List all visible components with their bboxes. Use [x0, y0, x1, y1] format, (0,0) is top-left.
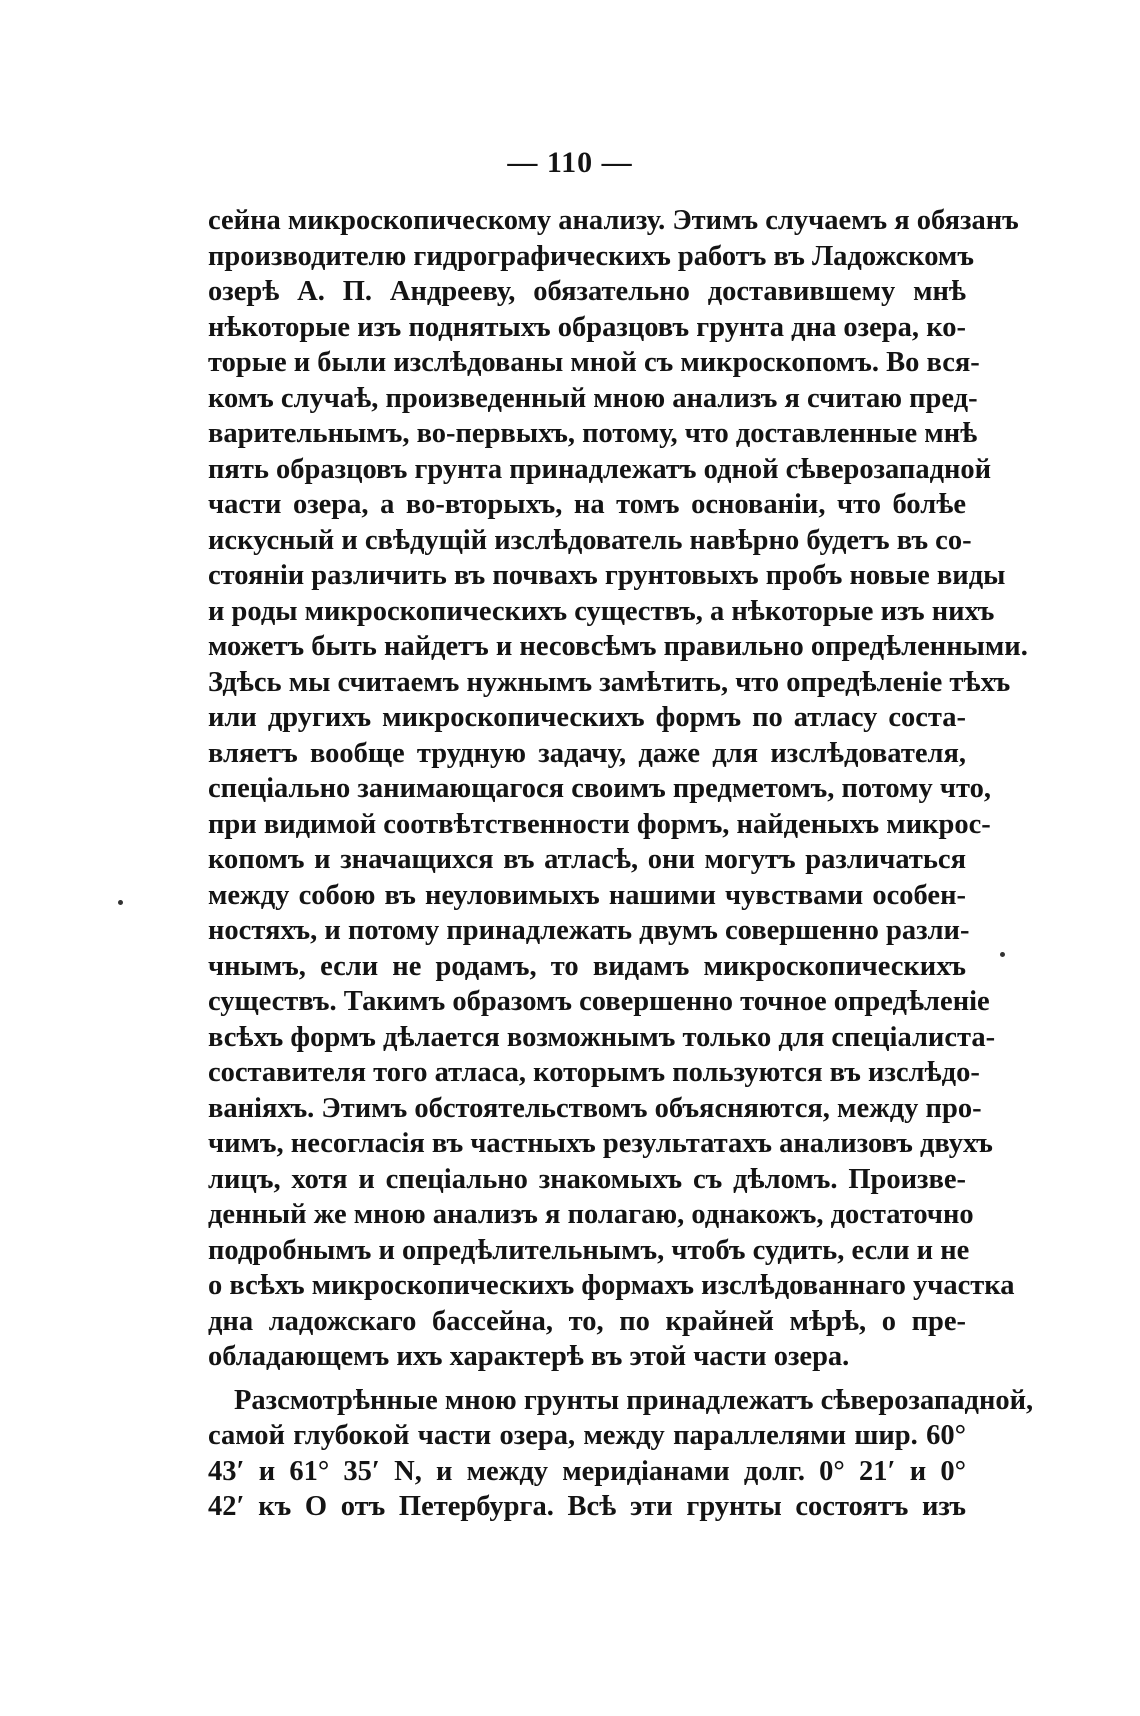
text-line: части озера, а во-вторыхъ, на томъ основаніи, что болѣе [208, 489, 966, 520]
text-line: всѣхъ формъ дѣлается возможнымъ только для спеціалиста- [208, 1021, 996, 1053]
text-line: между собою въ неуловимыхъ нашими чувствами особен- [208, 879, 966, 911]
paragraph-2 [208, 1383, 1034, 1525]
text-line: или другихъ микроскопическихъ формъ по атласу соста- [208, 702, 966, 733]
text-line: искусный и свѣдущій изслѣдователь навѣрно будетъ въ со- [208, 524, 972, 556]
text-line: составителя того атласа, которымъ пользуются въ изслѣдо- [208, 1057, 980, 1088]
text-line: можетъ быть найдетъ и несовсѣмъ правильно опредѣленными. [208, 631, 1028, 662]
text-line: комъ случаѣ, произведенный мною анализъ я считаю пред- [208, 382, 978, 414]
text-line: спеціально занимающагося своимъ предметомъ, потому что, [208, 773, 991, 804]
text-line: дна ладожскаго бассейна, то, по крайней мѣрѣ, о пре- [208, 1305, 966, 1337]
text-line: подробнымъ и опредѣлительнымъ, чтобъ судить, если и не [208, 1234, 970, 1266]
stray-ink-mark [118, 900, 123, 905]
text-line: 43′ и 61° 35′ N, и между меридіанами долг. 0° 21′ и 0° [208, 1455, 966, 1487]
text-line: чнымъ, если не родамъ, то видамъ микроскопическихъ [208, 950, 966, 982]
text-line: существъ. Такимъ образомъ совершенно точное опредѣленіе [208, 986, 990, 1017]
text-line: ностяхъ, и потому принадлежать двумъ совершенно разли- [208, 915, 970, 946]
text-line: самой глубокой части озера, между параллелями шир. 60° [208, 1420, 966, 1451]
text-line: и роды микроскопическихъ существъ, а нѣкоторые изъ нихъ [208, 595, 995, 627]
text-line: сейна микроскопическому анализу. Этимъ случаемъ я обязанъ [208, 205, 1019, 236]
text-line: варительнымъ, во-первыхъ, потому, что доставленные мнѣ [208, 418, 978, 449]
text-line: обладающемъ ихъ характерѣ въ этой части озера. [208, 1341, 850, 1372]
text-line: денный же мною анализъ я полагаю, однакожъ, достаточно [208, 1199, 974, 1230]
text-line: 42′ къ О отъ Петербурга. Всѣ эти грунты состоятъ изъ [208, 1491, 966, 1522]
paragraph-gap [208, 1375, 966, 1383]
text-line: озерѣ А. П. Андрееву, обязательно доставившему мнѣ [208, 276, 966, 307]
text-line: торые и были изслѣдованы мной съ микроскопомъ. Во вся- [208, 347, 980, 378]
paragraph-1 [208, 203, 1028, 1375]
text-line: Здѣсь мы считаемъ нужнымъ замѣтить, что опредѣленіе тѣхъ [208, 666, 1011, 698]
text-line: стояніи различить въ почвахъ грунтовыхъ пробъ новые виды [208, 560, 1006, 591]
text-line: Разсмотрѣнные мною грунты принадлежатъ сѣверозападной, [234, 1384, 1034, 1416]
text-line: вляетъ вообще трудную задачу, даже для изслѣдователя, [208, 737, 966, 769]
page-number: — 110 — [507, 146, 633, 179]
text-line: нѣкоторые изъ поднятыхъ образцовъ грунта дна озера, ко- [208, 311, 966, 343]
text-line: о всѣхъ микроскопическихъ формахъ изслѣдованнаго участка [208, 1270, 1015, 1301]
text-line: лицъ, хотя и спеціально знакомыхъ съ дѣломъ. Произве- [208, 1163, 966, 1195]
text-line: производителю гидрографическихъ работъ въ Ладожскомъ [208, 240, 974, 272]
text-line: пять образцовъ грунта принадлежатъ одной сѣверозападной [208, 453, 992, 485]
text-line: копомъ и значащихся въ атласѣ, они могутъ различаться [208, 844, 966, 875]
body-text [208, 203, 1034, 1525]
text-line: при видимой соотвѣтственности формъ, найденыхъ микрос- [208, 808, 991, 840]
text-line: ваніяхъ. Этимъ обстоятельствомъ объясняются, между про- [208, 1092, 982, 1124]
text-line: чимъ, несогласія въ частныхъ результатахъ анализовъ двухъ [208, 1128, 993, 1159]
stray-ink-mark [1000, 952, 1005, 957]
